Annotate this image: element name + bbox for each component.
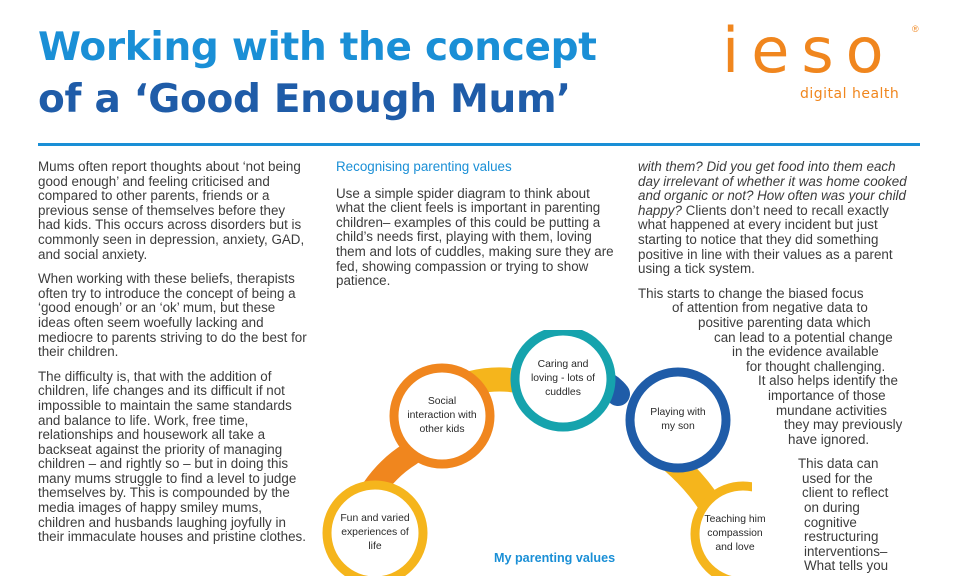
text-line: It also helps identify the <box>758 373 898 389</box>
text-line: used for the <box>802 470 873 486</box>
text-line: can lead to a potential change <box>714 329 893 345</box>
text-line: importance of those <box>768 387 886 403</box>
value-bubble-playing <box>637 379 719 461</box>
column-intro <box>38 160 310 555</box>
intro-paragraph-3: The difficulty is, that with the addition of children, life changes and its difficult if not impossible to maintain the same standards and balance to life. Work, free time, relationships and housework all take a backseat against the priority of managing children – and rightly so – but in doing this many mums struggle to find a level to judge themselves by. This is compounded by the media images of happy smiley mums, children and husbands laughing joyfully in their immaculate houses and pristine clothes. <box>38 368 306 545</box>
text-line: they may previously <box>784 417 903 433</box>
registered-mark: ® <box>912 24 919 34</box>
logo-tagline: digital health <box>800 86 900 102</box>
value-label: Caring and loving - lots of cuddles <box>530 359 596 398</box>
text-line: What tells you <box>804 558 889 574</box>
logo-wordmark: ieso <box>722 14 896 87</box>
value-label: Social interaction with other kids <box>407 396 477 435</box>
value-label: Fun and varied experiences of life <box>340 513 410 552</box>
intro-paragraph-1: Mums often report thoughts about ‘not being good enough’ and feeling criticised and compared to other parents, friends or a previous sense of themselves before they had kids. This occurs across disorders but is commonly seen in depression, anxiety, GAD, and social anxiety. <box>38 159 305 262</box>
diagram-title: My parenting values <box>494 551 616 565</box>
text-line: This starts to change the biased focus <box>638 285 864 301</box>
header-divider <box>38 143 920 146</box>
reflection-paragraph-1 <box>638 160 920 277</box>
title-line-1: Working with the concept <box>38 25 597 70</box>
text-line: mundane activities <box>776 402 887 418</box>
parenting-values-diagram <box>318 330 766 576</box>
text-line: client to reflect <box>802 485 889 501</box>
value-bubble-social <box>401 375 483 457</box>
text-line: in the evidence available <box>732 344 879 360</box>
page-title <box>38 22 597 126</box>
text-line: have ignored. <box>788 431 870 447</box>
text-line: cognitive <box>804 514 857 530</box>
text-line: positive parenting data which <box>698 314 871 330</box>
text-line: of attention from negative data to <box>672 300 868 316</box>
value-bubble-fun <box>334 492 416 574</box>
reflection-paragraph-1-rest: Clients don’t need to recall exactly what happened at every incident but just starting to notice that they did something positive in line with their values as a parent using a tick system. <box>638 202 893 277</box>
text-line: This data can <box>798 456 879 472</box>
value-bubble-caring <box>522 338 604 420</box>
text-line: on during <box>804 500 860 516</box>
values-paragraph: Use a simple spider diagram to think about what the client feels is important in parenting children– examples of this could be putting a child’s needs first, playing with them, loving them and lots of cuddles, making sure they are fed, showing compassion or trying to show patience. <box>336 185 614 289</box>
italic-questions: with them? Did you get food into them each day irrelevant of whether it was home cooked and organic or not? How often was your child happy? <box>638 159 907 218</box>
value-label: Playing with my son <box>650 407 706 432</box>
intro-paragraph-2: When working with these beliefs, therapists often try to introduce the concept of being a ‘good enough’ or an ‘ok’ mum, but these ideas often seem woefully lacking and mediocre to parents striving to do the best for their children. <box>38 271 307 360</box>
text-line: interventions– <box>804 543 888 559</box>
section-heading: Recognising parenting values <box>336 159 512 174</box>
text-line: restructuring <box>804 529 879 545</box>
text-line: for thought challenging. <box>746 358 886 374</box>
value-bubble-teaching <box>702 493 768 575</box>
column-values <box>336 160 620 299</box>
title-line-2: of a ‘Good Enough Mum’ <box>38 77 571 122</box>
value-label: Teaching him compassion and love <box>704 514 766 553</box>
ieso-logo <box>722 14 922 105</box>
